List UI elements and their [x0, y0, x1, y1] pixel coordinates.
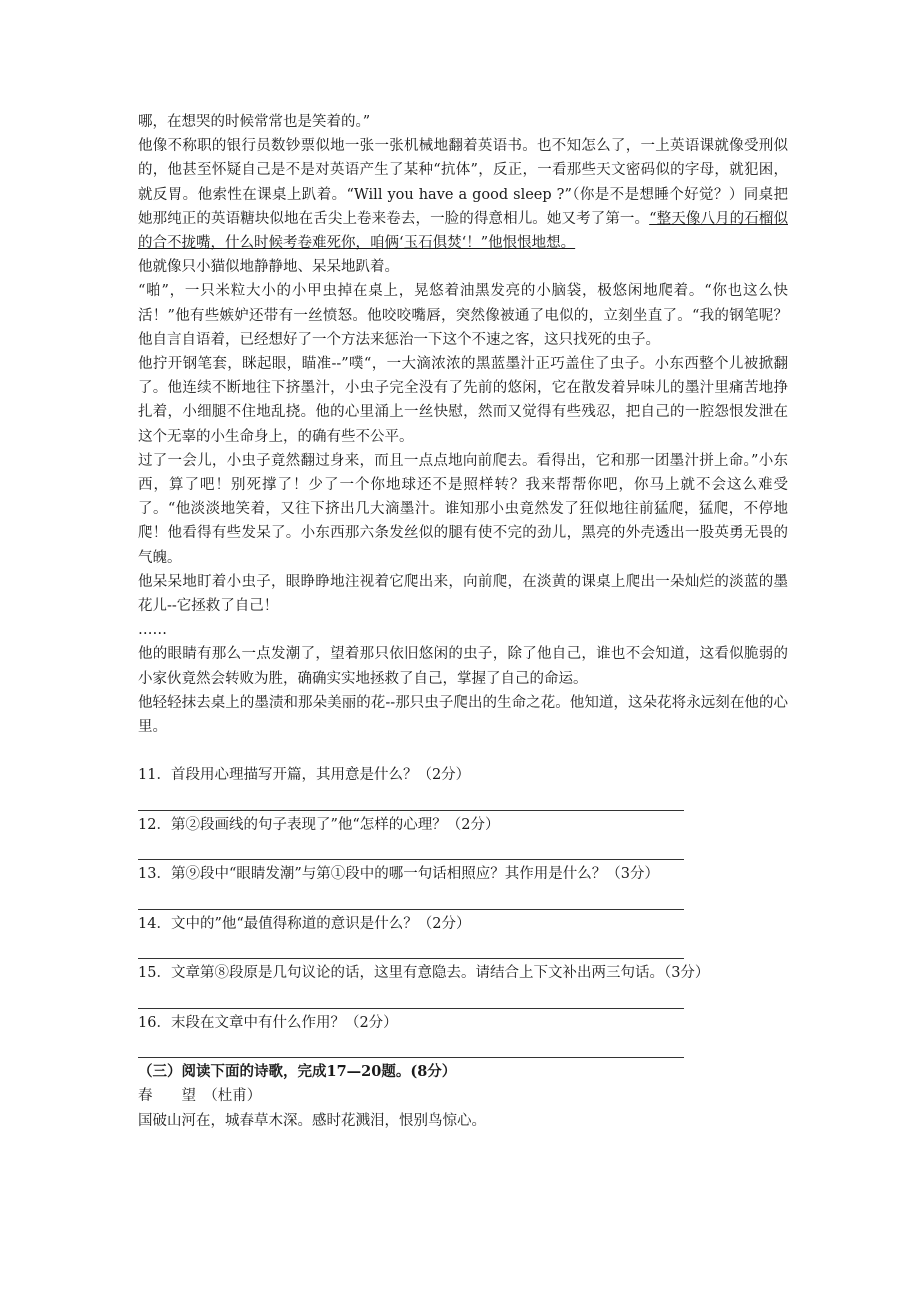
question-11: 11．首段用心理描写开篇，其用意是什么？（2分） [138, 767, 471, 784]
paragraph-4: “啪”，一只米粒大小的小甲虫掉在桌上，晃悠着油黑发亮的小脑袋，极悠闲地爬着。“你也这么快活！”他有些嫉妒还带有一丝愤怒。他咬咬嘴唇，突然像被通了电似的，立刻坐直了。“我的钢笔呢？他自言自语着，已经想好了一个方法来惩治一下这个不速之客，这只找死的虫子。 [138, 283, 788, 348]
paragraph-10: 他轻轻抹去桌上的墨渍和那朵美丽的花--那只虫子爬出的生命之花。他知道，这朵花将永远刻在他的心里。 [138, 694, 788, 736]
paragraph-7: 他呆呆地盯着小虫子，眼睁睁地注视着它爬出来，向前爬，在淡黄的课桌上爬出一朵灿烂的淡蓝的墨花儿--它拯救了自己！ [138, 573, 788, 615]
underlined-sentence: “整天像八月的石榴似的合不拢嘴，什么时候考卷难死你，咱俩‘玉石俱焚‘！”他恨恨地想。 [138, 210, 788, 252]
question-12: 12．第②段画线的句子表现了”他“怎样的心理？（2分） [138, 816, 500, 833]
question-16: 16．末段在文章中有什么作用？（2分） [138, 1014, 398, 1031]
paragraph-2-text: 他像不称职的银行员数钞票似地一张一张机械地翻着英语书。也不知怎么了，一上英语课就像受刑似的，他甚至怀疑自己是不是对英语产生了某种“抗体”，反正，一看那些天文密码似的字母，就犯困，就反胃。他索性在课桌上趴着。“Will you have a good sleep ?”（你是不是想睡个好觉？）同桌把她那纯正的英语糖块似地在舌尖上卷来卷去，一脸的得意相儿。她又考了第一。 [138, 138, 788, 227]
answer-line-12[interactable] [138, 837, 684, 860]
paragraph-6: 过了一会儿，小虫子竟然翻过身来，而且一点点地向前爬去。看得出，它和那一团墨汁拼上命。”小东西，算了吧！别死撑了！少了一个你地球还不是照样转？我来帮帮你吧，你马上就不会这么难受了。“他淡淡地笑着，又往下挤出几大滴墨汁。谁知那小虫竟然发了狂似地往前猛爬，猛爬，不停地爬！他看得有些发呆了。小东西那六条发丝似的腿有使不完的劲儿，黑亮的外壳透出一股英勇无畏的气魄。 [138, 452, 788, 566]
poem-title: 春 望 （杜甫） [138, 1088, 262, 1105]
answer-line-13[interactable] [138, 887, 684, 910]
paragraph-1: 哪，在想哭的时候常常也是笑着的。” [138, 114, 371, 130]
question-13: 13．第⑨段中“眼睛发潮”与第①段中的哪一句话相照应？其作用是什么？（3分） [138, 866, 659, 883]
question-15: 15．文章第⑧段原是几句议论的话，这里有意隐去。请结合上下文补出两三句话。（3分） [138, 965, 710, 982]
document-page [138, 110, 788, 1133]
paragraph-3: 他就像只小猫似地静静地、呆呆地趴着。 [138, 259, 399, 276]
answer-line-16[interactable] [138, 1035, 684, 1058]
paragraph-2 [138, 134, 788, 255]
answer-line-15[interactable] [138, 986, 684, 1009]
poem-line-1: 国破山河在，城春草木深。感时花溅泪，恨别鸟惊心。 [138, 1112, 486, 1129]
paragraph-5: 他拧开钢笔套，眯起眼，瞄准--”噗“，一大滴浓浓的黑蓝墨汁正巧盖住了虫子。小东西整个儿被掀翻了。他连续不断地往下挤墨汁，小虫子完全没有了先前的悠闲，它在散发着异味儿的墨汁里痛苦地挣扎着，小细腿不住地乱挠。他的心里涌上一丝快慰，然而又觉得有些残忍，把自己的一腔怨恨发泄在这个无辜的小生命身上，的确有些不公平。 [138, 356, 788, 445]
paragraph-8-ellipsis: …… [138, 622, 167, 639]
answer-line-11[interactable] [138, 788, 684, 811]
question-14: 14．文中的”他“最值得称道的意识是什么？（2分） [138, 915, 471, 932]
paragraph-9: 他的眼睛有那么一点发潮了，望着那只依旧悠闲的虫子，除了他自己，谁也不会知道，这看似脆弱的小家伙竟然会转败为胜，确确实实地拯救了自己，掌握了自己的命运。 [138, 646, 788, 687]
answer-line-14[interactable] [138, 936, 684, 959]
section-3-heading: （三）阅读下面的诗歌，完成17—20题。(8分） [138, 1063, 457, 1081]
